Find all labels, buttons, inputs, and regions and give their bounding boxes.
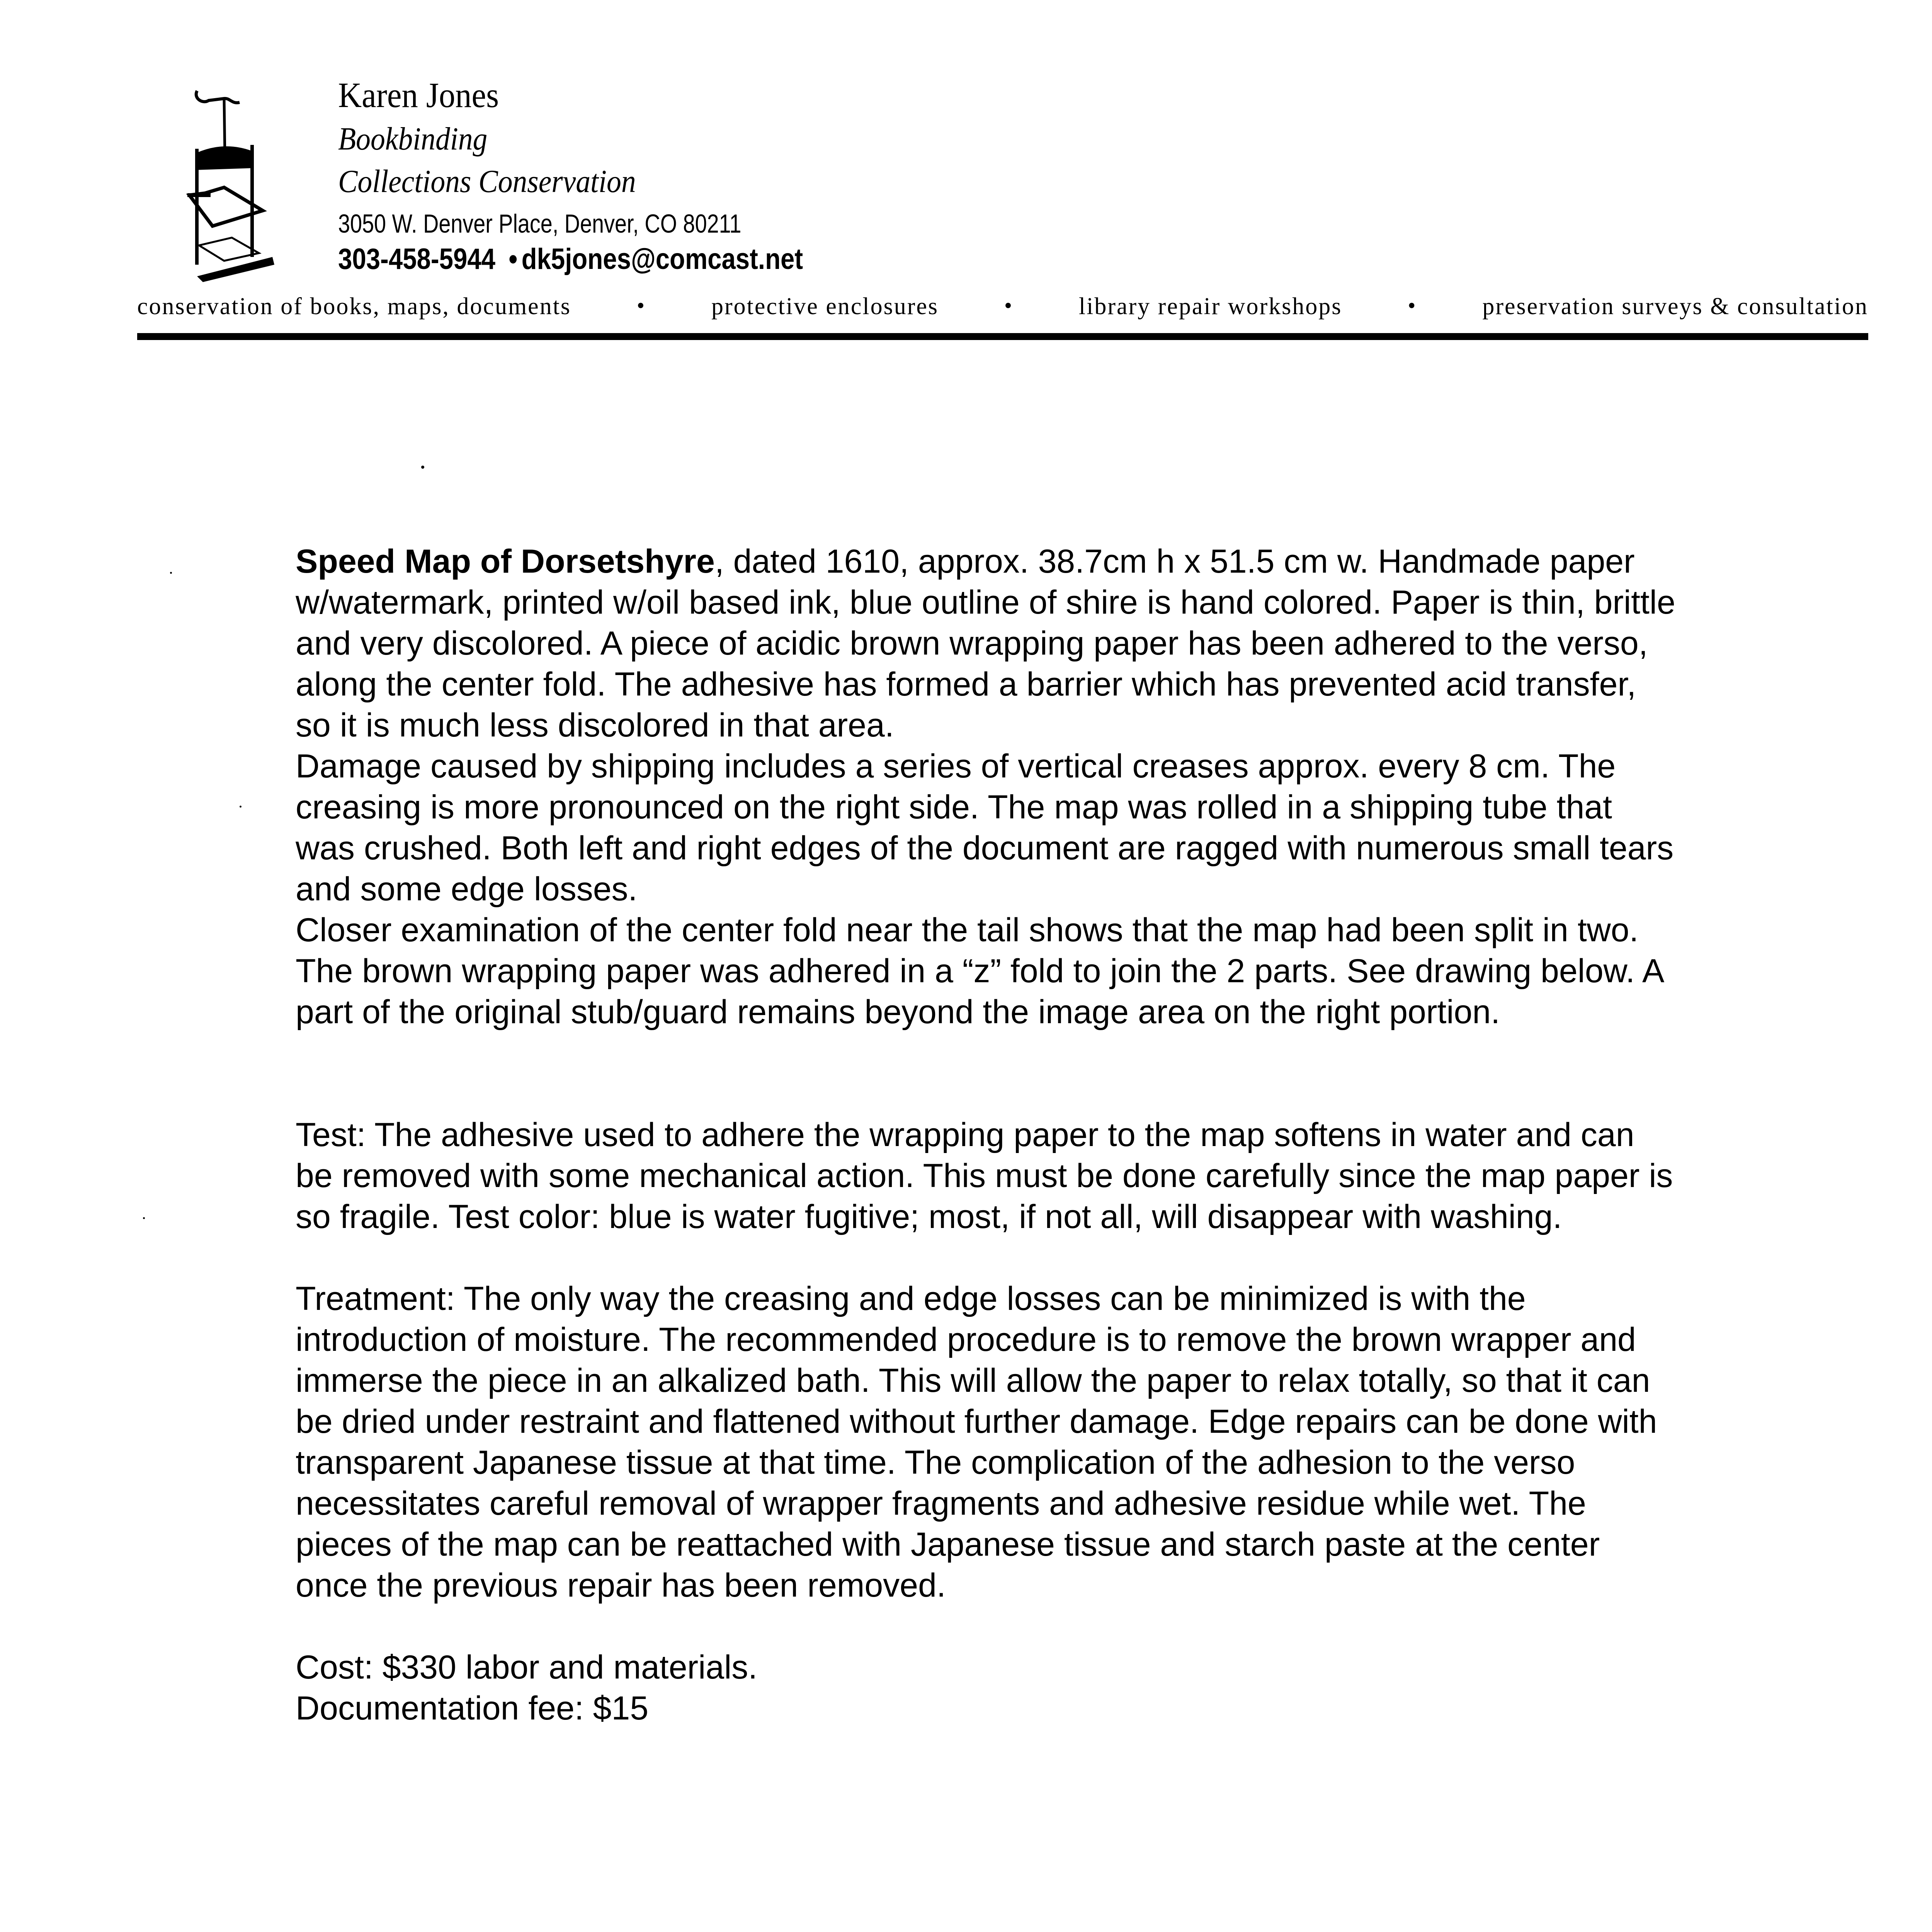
test-paragraph: Test: The adhesive used to adhere the wrapping paper to the map softens in water and can be removed with some mechanical action. This must be done carefully since the map paper is so fragile. Test color: blue is water fugitive; most, if not all, will disappear with washing. <box>296 1116 1673 1235</box>
spacer <box>296 1237 1679 1278</box>
spacer <box>296 1032 1679 1114</box>
cost-line: Cost: $330 labor and materials. <box>296 1649 758 1686</box>
book-press-icon <box>182 83 313 284</box>
examination-paragraph: Closer examination of the center fold near the tail shows that the map had been split in two. The brown wrapping paper was adhered in a “z” fold to join the 2 parts. See drawing below. A part of the original stub/guard remains beyond the image area on the right portion. <box>296 912 1663 1031</box>
letterhead-phone: 303-458-5944 <box>338 243 496 276</box>
letterhead-name: Karen Jones <box>338 75 499 115</box>
letterhead-subtitle-bookbinding: Bookbinding <box>338 121 488 157</box>
scan-speck <box>421 466 424 469</box>
service-item: library repair workshops <box>1078 293 1342 320</box>
service-item: protective enclosures <box>711 293 939 320</box>
service-item: conservation of books, maps, documents <box>137 293 571 320</box>
service-item: preservation surveys & consultation <box>1482 293 1868 320</box>
description-paragraph <box>296 541 1679 746</box>
documentation-fee-line: Documentation fee: $15 <box>296 1690 649 1727</box>
condition-report <box>296 541 1679 1729</box>
spacer <box>296 1606 1679 1647</box>
bullet-separator: • <box>1004 293 1014 318</box>
bullet-separator: • <box>509 243 518 276</box>
treatment-paragraph: Treatment: The only way the creasing and edge losses can be minimized is with the introduction of moisture. The recommended procedure is to remove the brown wrapper and immerse the piece in an alkalized bath. This will allow the paper to relax totally, so that it can be dried under restraint and flattened without further damage. Edge repairs can be done with transparent Japanese tissue at that time. The complication of the adhesion to the verso necessitates careful removal of wrapper fragments and adhesive residue while wet. The pieces of the map can be reattached with Japanese tissue and starch paste at the center once the previous repair has been removed. <box>296 1280 1657 1604</box>
item-title: Speed Map of Dorsetshyre <box>296 543 715 580</box>
damage-paragraph: Damage caused by shipping includes a series of vertical creases approx. every 8 cm. The creasing is more pronounced on the right side. The map was rolled in a shipping tube that was crushed. Both left and right edges of the document are ragged with numerous small tears and some edge losses. <box>296 748 1674 908</box>
scan-speck <box>143 1217 145 1219</box>
services-tagline <box>137 294 1868 318</box>
letterhead-subtitle-conservation: Collections Conservation <box>338 163 636 199</box>
bullet-separator: • <box>1408 293 1417 318</box>
letterhead-rule <box>137 333 1868 340</box>
letterhead-address: 3050 W. Denver Place, Denver, CO 80211 <box>338 209 742 238</box>
scan-speck <box>170 572 172 574</box>
scan-speck <box>240 806 242 808</box>
letterhead-contact <box>338 245 803 274</box>
letterhead-email: dk5jones@comcast.net <box>521 243 803 276</box>
bullet-separator: • <box>636 293 646 318</box>
description-text: , dated 1610, approx. 38.7cm h x 51.5 cm w. Handmade paper w/watermark, printed w/oil based ink, blue outline of shire is hand colored. Paper is thin, brittle and very discolored. A piece of acidic brown wrapping paper has been adhered to the verso, along the center fold. The adhesive has formed a barrier which has prevented acid transfer, so it is much less discolored in that area. <box>296 543 1675 744</box>
